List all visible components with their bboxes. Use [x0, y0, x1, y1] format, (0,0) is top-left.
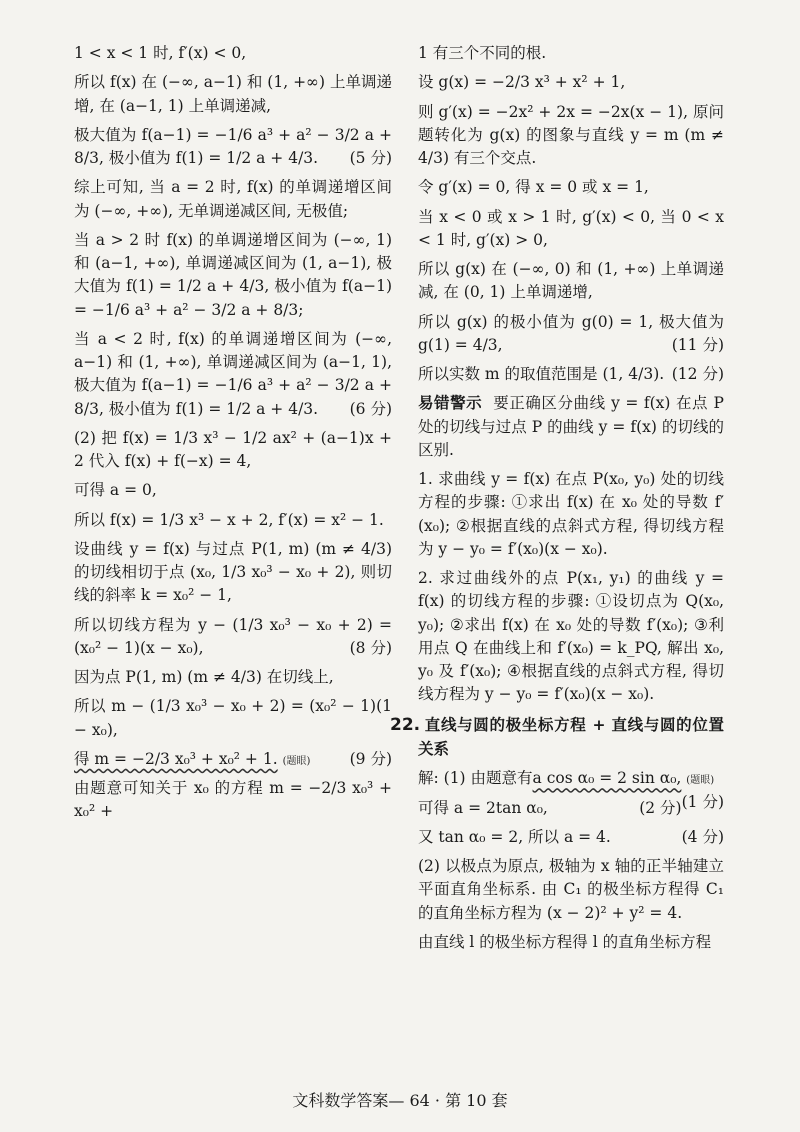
- text-line: 令 g′(x) = 0, 得 x = 0 或 x = 1,: [418, 178, 649, 197]
- text-line: 当 a < 2 时, f(x) 的单调递增区间为 (−∞, a−1) 和 (1, +∞), 单调递减区间为 (a−1, 1), 极大值为 f(a−1) = −1/6 a³ + a² − 3/2 a + 8/3, 极小值为 f(1) = 1/2 a + 4/3. (6 分): [74, 328, 392, 421]
- text-line: (2) 把 f(x) = 1/3 x³ − 1/2 ax² + (a−1)x + 2 代入 f(x) + f(−x) = 4,: [74, 428, 392, 470]
- text-line: 设曲线 y = f(x) 与过点 P(1, m) (m ≠ 4/3) 的切线相切于点 (x₀, 1/3 x₀³ − x₀ + 2), 则切线的斜率 k = x₀² − 1,: [74, 539, 392, 605]
- text-line: 得 m = −2/3 x₀³ + x₀² + 1. (题眼) (9 分): [74, 748, 392, 771]
- text-line: 所以切线方程为 y − (1/3 x₀³ − x₀ + 2) = (x₀² − 1)(x − x₀), (8 分): [74, 614, 392, 661]
- score-label: (2 分): [639, 798, 682, 817]
- text-line: 因为点 P(1, m) (m ≠ 4/3) 在切线上,: [74, 668, 334, 686]
- page-footer: 文科数学答案— 64 · 第 10 套: [292, 1091, 508, 1110]
- text-line: 综上可知, 当 a = 2 时, f(x) 的单调递增区间为 (−∞, +∞), 无单调递减区间, 无极值;: [74, 178, 392, 220]
- text-line: 当 a > 2 时 f(x) 的单调递增区间为 (−∞, 1) 和 (a−1, +∞), 单调递减区间为 (1, a−1), 极大值为 f(1) = 1/2 a + 4/3, 极小值为 f(a−1) = −1/6 a³ + a² − 3/2 a + 8/3;: [74, 230, 392, 319]
- question-22-heading: 22. 直线与圆的极坐标方程 + 直线与圆的位置关系: [390, 714, 724, 758]
- text-line: 由直线 l 的极坐标方程得 l 的直角坐标方程: [418, 932, 712, 951]
- text-line: 所以 f(x) 在 (−∞, a−1) 和 (1, +∞) 上单调递增, 在 (a−1, 1) 上单调递减,: [74, 73, 392, 115]
- score-label: (1 分): [681, 792, 724, 811]
- score-label: (8 分): [349, 638, 392, 657]
- text-line: 解: (1) 由题意有a cos α₀ = 2 sin α₀, (题眼) (1 分): [418, 767, 724, 790]
- text-line: 则 g′(x) = −2x² + 2x = −2x(x − 1), 原问题转化为 g(x) 的图象与直线 y = m (m ≠ 4/3) 有三个交点.: [418, 102, 724, 167]
- score-label: (9 分): [349, 749, 392, 768]
- text-line: 可得 a = 2tan α₀, (2 分): [418, 797, 724, 820]
- text-line: 当 x < 0 或 x > 1 时, g′(x) < 0, 当 0 < x < 1 时, g′(x) > 0,: [418, 207, 724, 249]
- right-column: [390, 42, 724, 960]
- left-column: [74, 42, 392, 830]
- text-line: 所以 g(x) 的极小值为 g(0) = 1, 极大值为 g(1) = 4/3, (11 分): [418, 311, 724, 358]
- note-label: (题眼): [282, 755, 311, 767]
- score-label: (6 分): [349, 399, 392, 418]
- text-line: 所以实数 m 的取值范围是 (1, 4/3). (12 分): [418, 363, 724, 386]
- score-label: (11 分): [671, 335, 724, 354]
- tip-paragraph: 易错警示 要正确区分曲线 y = f(x) 在点 P 处的切线与过点 P 的曲线 y = f(x) 的切线的区别.: [418, 394, 724, 459]
- tip-item: 1. 求曲线 y = f(x) 在点 P(x₀, y₀) 处的切线方程的步骤: ①求出 f(x) 在 x₀ 处的导数 f′(x₀); ②根据直线的点斜式方程, 得切线方程为 y − y₀ = f′(x₀)(x − x₀).: [418, 470, 724, 558]
- text-line: (2) 以极点为原点, 极轴为 x 轴的正半轴建立平面直角坐标系. 由 C₁ 的极坐标方程得 C₁ 的直角坐标方程为 (x − 2)² + y² = 4.: [418, 857, 724, 922]
- text-line: 所以 g(x) 在 (−∞, 0) 和 (1, +∞) 上单调递减, 在 (0, 1) 上单调递增,: [418, 260, 724, 302]
- score-label: (4 分): [681, 827, 724, 846]
- text-line: 1 < x < 1 时, f′(x) < 0,: [74, 44, 247, 62]
- text-line: 可得 a = 0,: [74, 481, 157, 500]
- note-label: (题眼): [686, 775, 715, 787]
- text-line: 极大值为 f(a−1) = −1/6 a³ + a² − 3/2 a + 8/3, 极小值为 f(1) = 1/2 a + 4/3. (5 分): [74, 124, 392, 171]
- text-line: 1 有三个不同的根.: [418, 44, 547, 62]
- score-label: (12 分): [671, 365, 724, 383]
- tip-heading: 易错警示: [418, 394, 483, 413]
- score-label: (5 分): [349, 149, 392, 167]
- text-line: 由题意可知关于 x₀ 的方程 m = −2/3 x₀³ + x₀² +: [74, 779, 392, 821]
- text-line: 又 tan α₀ = 2, 所以 a = 4. (4 分): [418, 826, 724, 849]
- text-line: 所以 f(x) = 1/3 x³ − x + 2, f′(x) = x² − 1.: [74, 510, 384, 529]
- text-line: 设 g(x) = −2/3 x³ + x² + 1,: [418, 73, 626, 92]
- tip-item: 2. 求过曲线外的点 P(x₁, y₁) 的曲线 y = f(x) 的切线方程的步骤: ①设切点为 Q(x₀, y₀); ②求出 f(x) 在 x₀ 处的导数 f′(x₀); ③利用点 Q 在曲线上和 f′(x₀) = k_PQ, 解出 x₀, y₀ 及 f′(x₀); ④根据直线的点斜式方程, 得切线方程为 y − y₀ = f′(x₀)(x − x₀).: [418, 569, 724, 704]
- text-line: 所以 m − (1/3 x₀³ − x₀ + 2) = (x₀² − 1)(1 − x₀),: [74, 697, 392, 739]
